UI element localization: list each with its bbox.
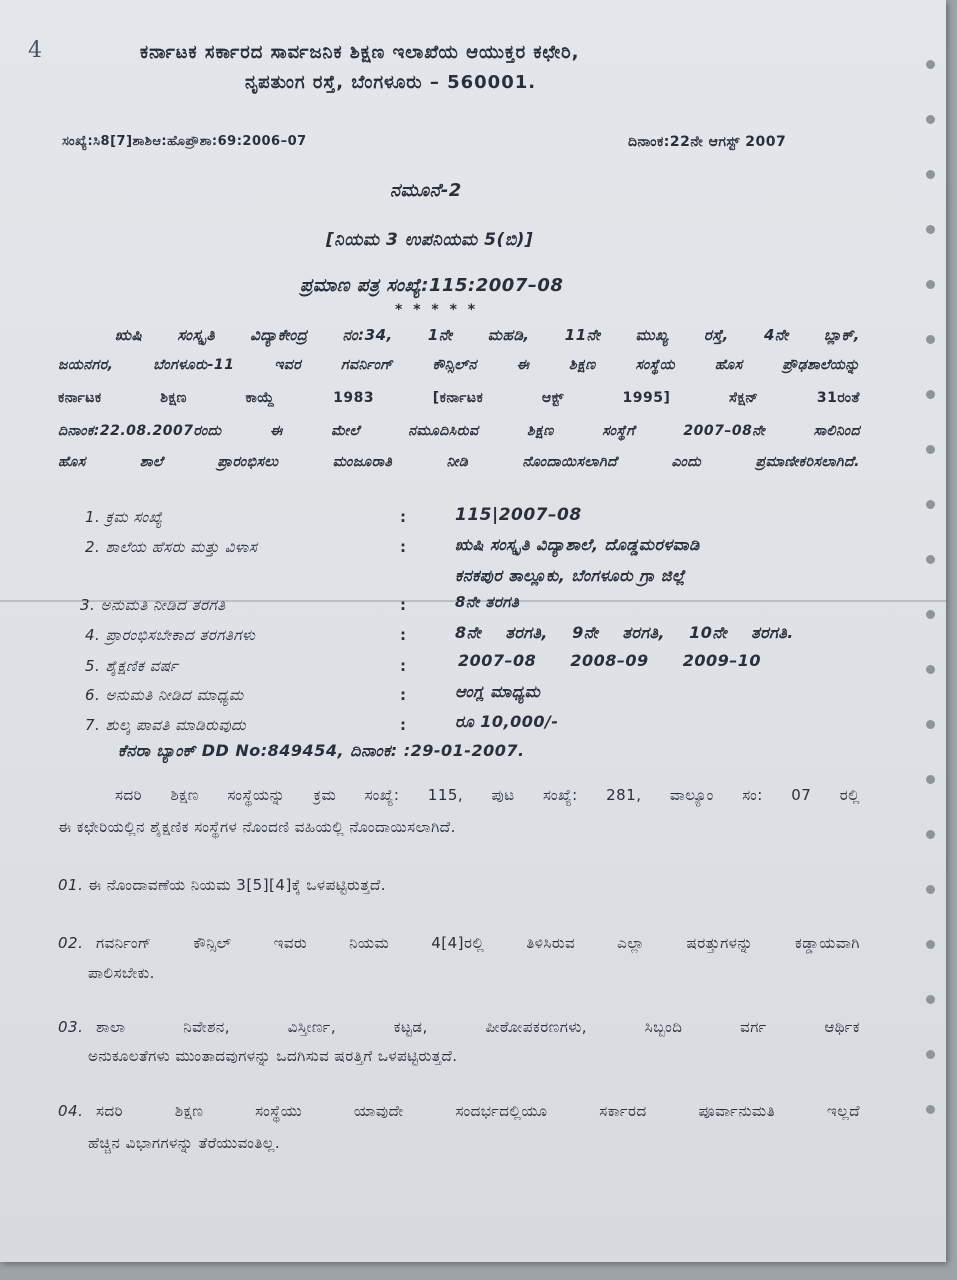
detail-colon: : [400,686,406,704]
office-name: ಕರ್ನಾಟಕ ಸರ್ಕಾರದ ಸಾರ್ವಜನಿಕ ಶಿಕ್ಷಣ ಇಲಾಖೆಯ ಆಯುಕ್ತರ ಕಛೇರಿ, [140,42,580,63]
certificate-number: ಪ್ರಮಾಣ ಪತ್ರ ಸಂಖ್ಯೆ:115:2007–08 [300,275,564,296]
detail-colon: : [400,657,406,675]
detail-value: ಋಷಿ ಸಂಸ್ಕೃತಿ ವಿದ್ಯಾಶಾಲೆ, ದೊಡ್ಡಮರಳವಾಡಿ [455,535,700,554]
condition-number: 04. [58,1102,84,1120]
detail-value: ರೂ 10,000/- [455,712,559,731]
star-divider: * * * * * [395,302,479,318]
condition-number: 01. [58,876,84,894]
registration-line-1: ಸದರಿ ಶಿಕ್ಷಣ ಸಂಸ್ಥೆಯನ್ನು ಕ್ರಮ ಸಂಖ್ಯೆ: 115, ಪುಟ ಸಂಖ್ಯೆ: 281, ವಾಲ್ಯೂಂ ಸಂ: 07 ರಲ್ಲಿ [115,786,860,804]
perforation-holes [926,60,940,1160]
detail-label: 1. ಕ್ರಮ ಸಂಖ್ಯೆ [85,508,163,526]
detail-value: 8ನೇ ತರಗತಿ [455,593,520,611]
condition-number: 02. [58,934,84,952]
rule-reference: [ನಿಯಮ 3 ಉಪನಿಯಮ 5(ಬಿ)] [326,230,534,250]
detail-value: 115|2007–08 [455,505,582,525]
detail-value: 2007–08 2008–09 2009–10 [458,651,762,670]
reference-date: ದಿನಾಂಕ:22ನೇ ಆಗಸ್ಟ್ 2007 [628,134,787,150]
intro-line-3: ಕರ್ನಾಟಕ ಶಿಕ್ಷಣ ಕಾಯ್ದೆ 1983 [ಕರ್ನಾಟಕ ಆಕ್ಟ್ 1995] ಸೆಕ್ಷನ್ 31ರಂತೆ [58,390,860,406]
condition-text: ಗವರ್ನಿಂಗ್ ಕೌನ್ಸಿಲ್ ಇವರು ನಿಯಮ 4[4]ರಲ್ಲಿ ತಿಳಿಸಿರುವ ಎಲ್ಲಾ ಷರತ್ತುಗಳನ್ನು ಕಡ್ಡಾಯವಾಗಿ [96,934,860,952]
detail-colon: : [400,716,406,734]
detail-colon: : [400,626,406,644]
detail-value: 8ನೇ ತರಗತಿ, 9ನೇ ತರಗತಿ, 10ನೇ ತರಗತಿ. [455,623,794,642]
reference-number: ಸಂಖ್ಯೆ:ಸಿ8[7]ಶಾಶಿಆ:ಹೊಪ್ರೌಶಾ:69:2006–07 [62,134,307,149]
detail-value: ಆಂಗ್ಲ ಮಾಧ್ಯಮ [455,682,541,701]
condition-text-cont: ಅನುಕೂಲತೆಗಳು ಮುಂತಾದವುಗಳನ್ನು ಒದಗಿಸುವ ಷರತ್ತಿಗೆ ಒಳಪಟ್ಟಿರುತ್ತದೆ. [88,1047,458,1065]
detail-colon: : [400,508,406,526]
detail-label: 5. ಶೈಕ್ಷಣಿಕ ವರ್ಷ [85,657,179,675]
detail-label: 6. ಅನುಮತಿ ನೀಡಿದ ಮಾಧ್ಯಮ [85,686,244,704]
detail-colon: : [400,596,406,614]
intro-line-5: ಹೊಸ ಶಾಲೆ ಪ್ರಾರಂಭಿಸಲು ಮಂಜೂರಾತಿ ನೀಡಿ ನೊಂದಾಯಿಸಲಾಗಿದೆ ಎಂದು ಪ್ರಮಾಣೀಕರಿಸಲಾಗಿದೆ. [58,454,860,470]
registration-line-2: ಈ ಕಛೇರಿಯಲ್ಲಿನ ಶೈಕ್ಷಣಿಕ ಸಂಸ್ಥೆಗಳ ನೊಂದಣಿ ವಹಿಯಲ್ಲಿ ನೊಂದಾಯಿಸಲಾಗಿದೆ. [58,818,456,836]
condition-text: ಶಾಲಾ ನಿವೇಶನ, ವಿಸ್ತೀರ್ಣ, ಕಟ್ಟಡ, ಪೀಠೋಪಕರಣಗಳು, ಸಿಬ್ಬಂದಿ ವರ್ಗ ಆರ್ಥಿಕ [96,1018,860,1036]
form-title: ನಮೂನೆ-2 [390,180,462,201]
detail-label: 7. ಶುಲ್ಕ ಪಾವತಿ ಮಾಡಿರುವುದು [85,716,247,734]
detail-label: 3. ಅನುಮತಿ ನೀಡಿದ ತರಗತಿ [80,596,226,614]
intro-line-1: ಋಷಿ ಸಂಸ್ಕೃತಿ ವಿದ್ಯಾಕೇಂದ್ರ ನಂ:34, 1ನೇ ಮಹಡಿ, 11ನೇ ಮುಖ್ಯ ರಸ್ತೆ, 4ನೇ ಬ್ಲಾಕ್, [115,326,860,344]
condition-text: ಈ ನೊಂದಾವಣೆಯ ನಿಯಮ 3[5][4]ಕ್ಕೆ ಒಳಪಟ್ಟಿರುತ್ತದೆ. [88,876,387,894]
detail-colon: : [400,538,406,556]
condition-text: ಸದರಿ ಶಿಕ್ಷಣ ಸಂಸ್ಥೆಯು ಯಾವುದೇ ಸಂದರ್ಭದಲ್ಲಿಯೂ ಸರ್ಕಾರದ ಪೂರ್ವಾನುಮತಿ ಇಲ್ಲದೆ [96,1102,860,1120]
intro-line-2: ಜಯನಗರ, ಬೆಂಗಳೂರು-11 ಇವರ ಗವರ್ನಿಂಗ್ ಕೌನ್ಸಿಲ್‌ನ ಈ ಶಿಕ್ಷಣ ಸಂಸ್ಥೆಯ ಹೊಸ ಪ್ರೌಢಶಾಲೆಯನ್ನು [58,357,860,373]
condition-text-cont: ಹೆಚ್ಚಿನ ವಿಭಾಗಗಳನ್ನು ತೆರೆಯುವಂತಿಲ್ಲ. [88,1134,281,1152]
detail-label: 2. ಶಾಲೆಯ ಹೆಸರು ಮತ್ತು ವಿಳಾಸ [85,538,258,556]
margin-mark: 4 [28,38,43,63]
payment-details: ಕೆನರಾ ಬ್ಯಾಂಕ್ DD No:849454, ದಿನಾಂಕ: :29-01-2007. [118,741,525,760]
office-address: ನೃಪತುಂಗ ರಸ್ತೆ, ಬೆಂಗಳೂರು – 560001. [245,72,537,93]
intro-line-4: ದಿನಾಂಕ:22.08.2007ರಂದು ಈ ಮೇಲೆ ನಮೂದಿಸಿರುವ ಶಿಕ್ಷಣ ಸಂಸ್ಥೆಗೆ 2007–08ನೇ ಸಾಲಿನಿಂದ [58,423,860,439]
detail-value-line-2: ಕನಕಪುರ ತಾಲ್ಲೂಕು, ಬೆಂಗಳೂರು ಗ್ರಾ ಜಿಲ್ಲೆ [455,566,686,585]
condition-text-cont: ಪಾಲಿಸಬೇಕು. [88,964,155,982]
detail-label: 4. ಪ್ರಾರಂಭಿಸಬೇಕಾದ ತರಗತಿಗಳು [85,626,256,644]
condition-number: 03. [58,1018,84,1036]
